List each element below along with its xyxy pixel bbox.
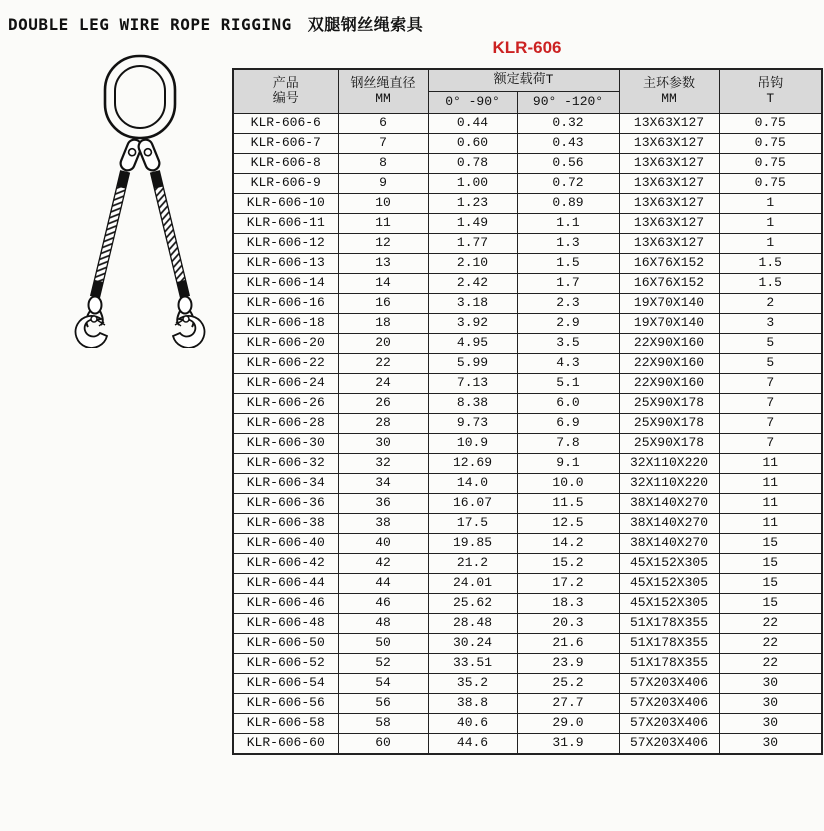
table-cell: 16 xyxy=(338,294,428,314)
table-row xyxy=(233,154,822,174)
table-cell: 14.2 xyxy=(517,534,619,554)
table-cell: 25.2 xyxy=(517,674,619,694)
spec-table-header xyxy=(233,69,822,114)
table-cell: 16.07 xyxy=(428,494,517,514)
table-cell: 30 xyxy=(719,694,822,714)
table-cell: KLR-606-24 xyxy=(233,374,338,394)
table-cell: 15 xyxy=(719,554,822,574)
table-cell: 13X63X127 xyxy=(619,214,719,234)
table-cell: 10.0 xyxy=(517,474,619,494)
table-row xyxy=(233,554,822,574)
table-row xyxy=(233,274,822,294)
table-cell: 18.3 xyxy=(517,594,619,614)
spec-table-body xyxy=(233,114,822,755)
table-cell: 28 xyxy=(338,414,428,434)
table-cell: 45X152X305 xyxy=(619,594,719,614)
table-cell: 7 xyxy=(338,134,428,154)
table-cell: 14 xyxy=(338,274,428,294)
table-cell: 0.72 xyxy=(517,174,619,194)
table-cell: KLR-606-54 xyxy=(233,674,338,694)
table-cell: 3.5 xyxy=(517,334,619,354)
table-cell: 45X152X305 xyxy=(619,554,719,574)
table-cell: KLR-606-28 xyxy=(233,414,338,434)
table-cell: 30 xyxy=(719,734,822,755)
table-row xyxy=(233,394,822,414)
table-cell: 7 xyxy=(719,414,822,434)
table-cell: 1.3 xyxy=(517,234,619,254)
table-cell: KLR-606-10 xyxy=(233,194,338,214)
table-cell: 15.2 xyxy=(517,554,619,574)
table-cell: 26 xyxy=(338,394,428,414)
table-cell: 2.10 xyxy=(428,254,517,274)
table-cell: 3.92 xyxy=(428,314,517,334)
table-row xyxy=(233,614,822,634)
table-cell: 19X70X140 xyxy=(619,314,719,334)
table-cell: 19X70X140 xyxy=(619,294,719,314)
table-cell: 45X152X305 xyxy=(619,574,719,594)
table-cell: 40 xyxy=(338,534,428,554)
table-cell: 31.9 xyxy=(517,734,619,755)
table-cell: 1.7 xyxy=(517,274,619,294)
table-cell: 32X110X220 xyxy=(619,474,719,494)
table-cell: 8 xyxy=(338,154,428,174)
table-cell: 13X63X127 xyxy=(619,114,719,134)
table-cell: 21.6 xyxy=(517,634,619,654)
table-cell: KLR-606-44 xyxy=(233,574,338,594)
table-row xyxy=(233,534,822,554)
table-cell: 10.9 xyxy=(428,434,517,454)
header-angle-0-90: 0° -90° xyxy=(428,92,517,114)
table-cell: KLR-606-32 xyxy=(233,454,338,474)
table-cell: 22 xyxy=(719,614,822,634)
table-cell: 0.75 xyxy=(719,134,822,154)
table-cell: 42 xyxy=(338,554,428,574)
table-cell: 7.8 xyxy=(517,434,619,454)
table-cell: KLR-606-22 xyxy=(233,354,338,374)
table-cell: 9.73 xyxy=(428,414,517,434)
table-cell: 1 xyxy=(719,214,822,234)
table-cell: 1.00 xyxy=(428,174,517,194)
table-cell: 22X90X160 xyxy=(619,334,719,354)
table-cell: 6 xyxy=(338,114,428,134)
table-cell: KLR-606-6 xyxy=(233,114,338,134)
table-cell: 30 xyxy=(719,714,822,734)
table-cell: 10 xyxy=(338,194,428,214)
table-cell: 44.6 xyxy=(428,734,517,755)
table-cell: 7 xyxy=(719,394,822,414)
table-cell: 51X178X355 xyxy=(619,654,719,674)
table-cell: KLR-606-56 xyxy=(233,694,338,714)
page-title-zh: 双腿钢丝绳索具 xyxy=(307,15,424,34)
table-cell: KLR-606-46 xyxy=(233,594,338,614)
table-cell: 33.51 xyxy=(428,654,517,674)
table-cell: 32X110X220 xyxy=(619,454,719,474)
table-cell: 6.0 xyxy=(517,394,619,414)
table-cell: KLR-606-7 xyxy=(233,134,338,154)
table-row xyxy=(233,254,822,274)
table-cell: 9 xyxy=(338,174,428,194)
table-cell: 0.75 xyxy=(719,154,822,174)
table-row xyxy=(233,314,822,334)
table-cell: 0.75 xyxy=(719,114,822,134)
table-row xyxy=(233,594,822,614)
table-cell: 0.75 xyxy=(719,174,822,194)
table-cell: 57X203X406 xyxy=(619,734,719,755)
table-cell: 22 xyxy=(338,354,428,374)
table-cell: 12 xyxy=(338,234,428,254)
table-row xyxy=(233,634,822,654)
table-cell: KLR-606-34 xyxy=(233,474,338,494)
table-cell: 15 xyxy=(719,594,822,614)
table-row xyxy=(233,734,822,755)
table-cell: 57X203X406 xyxy=(619,694,719,714)
table-cell: 0.56 xyxy=(517,154,619,174)
table-cell: 38 xyxy=(338,514,428,534)
table-row xyxy=(233,114,822,134)
table-cell: 1.77 xyxy=(428,234,517,254)
table-cell: 9.1 xyxy=(517,454,619,474)
header-rated-load: 额定载荷T xyxy=(428,69,619,92)
table-cell: KLR-606-50 xyxy=(233,634,338,654)
table-row xyxy=(233,354,822,374)
table-cell: 38X140X270 xyxy=(619,514,719,534)
table-cell: 17.5 xyxy=(428,514,517,534)
table-row xyxy=(233,434,822,454)
table-cell: KLR-606-58 xyxy=(233,714,338,734)
table-cell: KLR-606-38 xyxy=(233,514,338,534)
table-cell: KLR-606-16 xyxy=(233,294,338,314)
table-row xyxy=(233,214,822,234)
table-cell: 25X90X178 xyxy=(619,434,719,454)
table-cell: 16X76X152 xyxy=(619,274,719,294)
table-cell: KLR-606-8 xyxy=(233,154,338,174)
table-cell: 3.18 xyxy=(428,294,517,314)
table-cell: KLR-606-14 xyxy=(233,274,338,294)
table-cell: 23.9 xyxy=(517,654,619,674)
table-row xyxy=(233,374,822,394)
table-cell: 16X76X152 xyxy=(619,254,719,274)
table-cell: 12.5 xyxy=(517,514,619,534)
table-row xyxy=(233,454,822,474)
table-cell: KLR-606-26 xyxy=(233,394,338,414)
table-row xyxy=(233,294,822,314)
table-cell: 29.0 xyxy=(517,714,619,734)
table-row xyxy=(233,234,822,254)
product-illustration xyxy=(50,48,234,348)
table-cell: 13X63X127 xyxy=(619,154,719,174)
table-cell: 60 xyxy=(338,734,428,755)
page-title xyxy=(8,12,423,35)
table-cell: 18 xyxy=(338,314,428,334)
table-row xyxy=(233,474,822,494)
table-cell: 1 xyxy=(719,194,822,214)
table-cell: 1.5 xyxy=(719,254,822,274)
table-row xyxy=(233,194,822,214)
table-cell: 11 xyxy=(719,514,822,534)
table-cell: 52 xyxy=(338,654,428,674)
table-cell: 0.89 xyxy=(517,194,619,214)
table-cell: 58 xyxy=(338,714,428,734)
table-cell: 1.49 xyxy=(428,214,517,234)
table-cell: 1.1 xyxy=(517,214,619,234)
spec-table xyxy=(232,68,823,755)
table-cell: 20.3 xyxy=(517,614,619,634)
table-cell: 46 xyxy=(338,594,428,614)
table-cell: 22X90X160 xyxy=(619,354,719,374)
table-row xyxy=(233,334,822,354)
table-cell: 48 xyxy=(338,614,428,634)
table-cell: 5.1 xyxy=(517,374,619,394)
table-cell: 11 xyxy=(338,214,428,234)
table-cell: 30 xyxy=(719,674,822,694)
table-cell: 17.2 xyxy=(517,574,619,594)
sling-hook-drawing xyxy=(76,297,107,348)
table-cell: 27.7 xyxy=(517,694,619,714)
table-cell: 3 xyxy=(719,314,822,334)
table-cell: 15 xyxy=(719,574,822,594)
table-cell: 19.85 xyxy=(428,534,517,554)
table-cell: 2.9 xyxy=(517,314,619,334)
table-cell: KLR-606-40 xyxy=(233,534,338,554)
table-cell: 1.5 xyxy=(719,274,822,294)
table-row xyxy=(233,694,822,714)
table-cell: 30 xyxy=(338,434,428,454)
table-cell: 0.32 xyxy=(517,114,619,134)
table-row xyxy=(233,674,822,694)
table-row xyxy=(233,414,822,434)
table-cell: KLR-606-48 xyxy=(233,614,338,634)
table-cell: 4.3 xyxy=(517,354,619,374)
table-row xyxy=(233,654,822,674)
table-cell: 13X63X127 xyxy=(619,174,719,194)
table-row xyxy=(233,174,822,194)
table-cell: 2.42 xyxy=(428,274,517,294)
table-cell: KLR-606-42 xyxy=(233,554,338,574)
table-cell: 36 xyxy=(338,494,428,514)
table-cell: 4.95 xyxy=(428,334,517,354)
table-row xyxy=(233,494,822,514)
table-cell: 11 xyxy=(719,494,822,514)
table-cell: 38X140X270 xyxy=(619,534,719,554)
table-cell: 51X178X355 xyxy=(619,614,719,634)
table-cell: 5 xyxy=(719,354,822,374)
table-cell: 30.24 xyxy=(428,634,517,654)
table-cell: 56 xyxy=(338,694,428,714)
table-cell: 15 xyxy=(719,534,822,554)
table-cell: 38X140X270 xyxy=(619,494,719,514)
table-cell: 7 xyxy=(719,434,822,454)
table-cell: KLR-606-9 xyxy=(233,174,338,194)
table-cell: KLR-606-13 xyxy=(233,254,338,274)
table-cell: 6.9 xyxy=(517,414,619,434)
table-cell: 38.8 xyxy=(428,694,517,714)
table-cell: 0.60 xyxy=(428,134,517,154)
table-row xyxy=(233,574,822,594)
table-cell: 34 xyxy=(338,474,428,494)
table-cell: 5 xyxy=(719,334,822,354)
table-row xyxy=(233,714,822,734)
header-product-code: 产品 编号 xyxy=(233,69,338,114)
header-master-link: 主环参数 MM xyxy=(619,69,719,114)
table-cell: 12.69 xyxy=(428,454,517,474)
table-cell: 11.5 xyxy=(517,494,619,514)
table-cell: 44 xyxy=(338,574,428,594)
table-cell: 51X178X355 xyxy=(619,634,719,654)
table-cell: 1.5 xyxy=(517,254,619,274)
table-cell: 13X63X127 xyxy=(619,234,719,254)
table-cell: 14.0 xyxy=(428,474,517,494)
table-cell: 22 xyxy=(719,634,822,654)
table-cell: 57X203X406 xyxy=(619,674,719,694)
table-cell: 50 xyxy=(338,634,428,654)
table-cell: 25.62 xyxy=(428,594,517,614)
table-cell: 7 xyxy=(719,374,822,394)
table-cell: KLR-606-11 xyxy=(233,214,338,234)
table-cell: 1 xyxy=(719,234,822,254)
table-row xyxy=(233,514,822,534)
table-cell: 13X63X127 xyxy=(619,134,719,154)
table-cell: KLR-606-18 xyxy=(233,314,338,334)
table-cell: 5.99 xyxy=(428,354,517,374)
table-cell: 25X90X178 xyxy=(619,414,719,434)
table-cell: 25X90X178 xyxy=(619,394,719,414)
master-link-drawing xyxy=(105,56,175,138)
table-cell: 24.01 xyxy=(428,574,517,594)
table-cell: 35.2 xyxy=(428,674,517,694)
table-cell: 0.43 xyxy=(517,134,619,154)
table-cell: 13X63X127 xyxy=(619,194,719,214)
table-cell: 20 xyxy=(338,334,428,354)
table-cell: 24 xyxy=(338,374,428,394)
table-cell: KLR-606-52 xyxy=(233,654,338,674)
header-angle-90-120: 90° -120° xyxy=(517,92,619,114)
table-cell: 54 xyxy=(338,674,428,694)
table-row xyxy=(233,134,822,154)
table-cell: 13 xyxy=(338,254,428,274)
table-cell: 1.23 xyxy=(428,194,517,214)
table-cell: KLR-606-12 xyxy=(233,234,338,254)
wire-rope-legs-drawing xyxy=(91,171,190,298)
table-cell: KLR-606-36 xyxy=(233,494,338,514)
table-cell: KLR-606-30 xyxy=(233,434,338,454)
table-cell: 11 xyxy=(719,474,822,494)
table-cell: KLR-606-60 xyxy=(233,734,338,755)
table-cell: 2.3 xyxy=(517,294,619,314)
table-cell: 0.78 xyxy=(428,154,517,174)
model-label: KLR-606 xyxy=(492,38,562,57)
table-cell: 2 xyxy=(719,294,822,314)
table-cell: 11 xyxy=(719,454,822,474)
page-title-en: DOUBLE LEG WIRE ROPE RIGGING xyxy=(8,15,292,34)
table-cell: 57X203X406 xyxy=(619,714,719,734)
table-cell: 8.38 xyxy=(428,394,517,414)
table-cell: 22X90X160 xyxy=(619,374,719,394)
table-cell: 0.44 xyxy=(428,114,517,134)
table-cell: 28.48 xyxy=(428,614,517,634)
table-cell: 32 xyxy=(338,454,428,474)
table-cell: 40.6 xyxy=(428,714,517,734)
table-cell: KLR-606-20 xyxy=(233,334,338,354)
table-cell: 22 xyxy=(719,654,822,674)
header-rope-diameter: 钢丝绳直径 MM xyxy=(338,69,428,114)
connector-links-drawing xyxy=(119,138,162,173)
table-cell: 7.13 xyxy=(428,374,517,394)
header-hook: 吊钩 T xyxy=(719,69,822,114)
table-cell: 21.2 xyxy=(428,554,517,574)
